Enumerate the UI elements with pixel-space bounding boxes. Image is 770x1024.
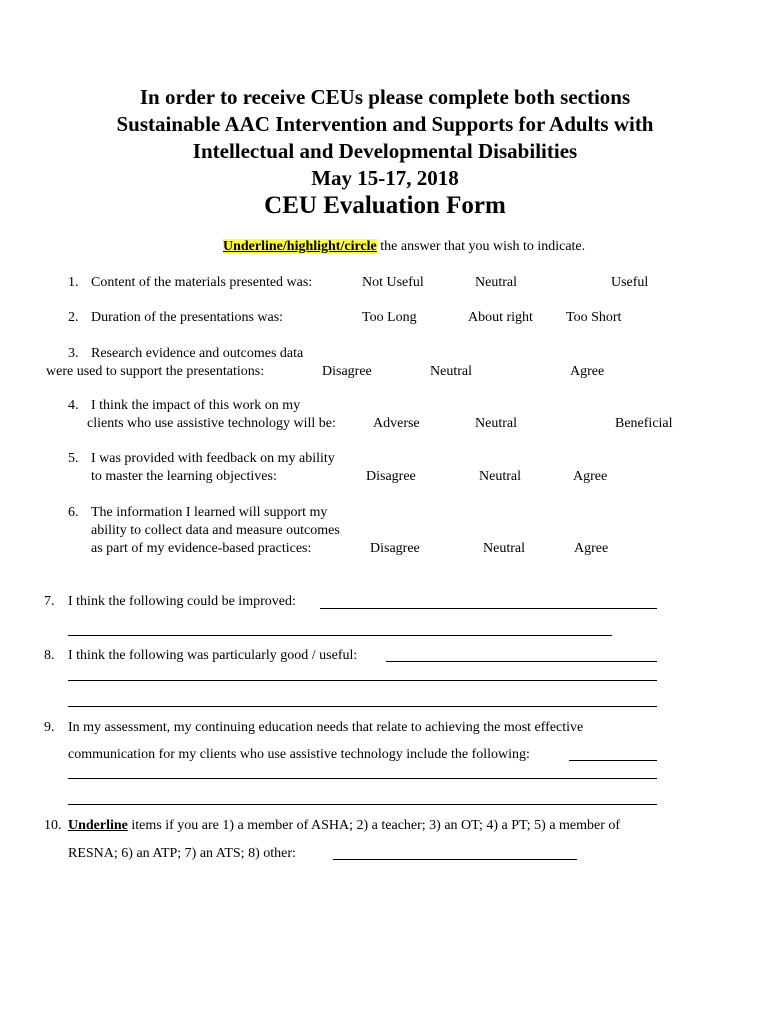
question-text-line-1: I was provided with feedback on my ability xyxy=(91,451,335,466)
question-text-line-2: clients who use assistive technology will be: xyxy=(87,416,336,431)
option-neutral[interactable]: Neutral xyxy=(475,275,517,290)
answer-line[interactable] xyxy=(569,760,657,761)
question-text-line-1: I think the impact of this work on my xyxy=(91,398,301,413)
header-line-3: Intellectual and Developmental Disabilities xyxy=(192,139,578,163)
answer-line[interactable] xyxy=(386,661,657,662)
question-text-line-1 xyxy=(68,818,620,834)
question-text: Duration of the presentations was: xyxy=(91,310,284,325)
option-disagree[interactable]: Disagree xyxy=(322,364,372,379)
answer-line[interactable] xyxy=(68,804,657,805)
question-text-line-1: The information I learned will support my xyxy=(91,505,328,520)
option-neutral[interactable]: Neutral xyxy=(430,364,472,379)
option-adverse[interactable]: Adverse xyxy=(373,416,420,431)
answer-line[interactable] xyxy=(68,778,657,779)
answer-line[interactable] xyxy=(68,680,657,681)
question-text: Content of the materials presented was: xyxy=(91,275,313,290)
header-line-2: Sustainable AAC Intervention and Supports for Adults with xyxy=(116,112,654,136)
answer-line[interactable] xyxy=(68,706,657,707)
question-number: 8. xyxy=(44,648,55,663)
question-text-line-3: as part of my evidence-based practices: xyxy=(91,541,312,556)
question-emphasis: Underline xyxy=(68,818,128,833)
option-agree[interactable]: Agree xyxy=(570,364,605,379)
form-title: CEU Evaluation Form xyxy=(264,192,506,219)
option-useful[interactable]: Useful xyxy=(611,275,649,290)
question-number: 7. xyxy=(44,594,55,609)
question-number: 4. xyxy=(68,398,79,413)
question-text-line-1: Research evidence and outcomes data xyxy=(91,346,304,361)
option-agree[interactable]: Agree xyxy=(574,541,609,556)
option-neutral[interactable]: Neutral xyxy=(475,416,517,431)
option-not-useful[interactable]: Not Useful xyxy=(362,275,424,290)
question-text: I think the following was particularly good / useful: xyxy=(68,648,358,663)
answer-line[interactable] xyxy=(333,859,577,860)
option-neutral[interactable]: Neutral xyxy=(483,541,525,556)
option-too-short[interactable]: Too Short xyxy=(566,310,622,325)
option-neutral[interactable]: Neutral xyxy=(479,469,521,484)
option-beneficial[interactable]: Beneficial xyxy=(615,416,673,431)
question-text-line-1: In my assessment, my continuing education needs that relate to achieving the most effective xyxy=(68,720,584,735)
option-agree[interactable]: Agree xyxy=(573,469,608,484)
question-number: 6. xyxy=(68,505,79,520)
header-date: May 15-17, 2018 xyxy=(311,166,459,190)
option-about-right[interactable]: About right xyxy=(468,310,533,325)
question-number: 3. xyxy=(68,346,79,361)
question-text-line-2: RESNA; 6) an ATP; 7) an ATS; 8) other: xyxy=(68,846,296,861)
question-number: 10. xyxy=(44,818,62,833)
question-text: items if you are 1) a member of ASHA; 2) a teacher; 3) an OT; 4) a PT; 5) a member of xyxy=(127,818,621,833)
instruction xyxy=(223,239,585,255)
question-number: 5. xyxy=(68,451,79,466)
question-text-line-2: were used to support the presentations: xyxy=(46,364,265,379)
instruction-emphasis: Underline/highlight/circle xyxy=(223,239,377,254)
question-text-line-2: to master the learning objectives: xyxy=(91,469,277,484)
instruction-text: the answer that you wish to indicate. xyxy=(376,239,586,254)
question-text-line-2: ability to collect data and measure outcomes xyxy=(91,523,340,538)
question-number: 1. xyxy=(68,275,79,290)
question-text-line-2: communication for my clients who use assistive technology include the following: xyxy=(68,747,530,762)
question-number: 2. xyxy=(68,310,79,325)
header-line-1: In order to receive CEUs please complete both sections xyxy=(139,85,631,109)
answer-line[interactable] xyxy=(320,608,657,609)
answer-line[interactable] xyxy=(68,635,612,636)
question-text: I think the following could be improved: xyxy=(68,594,296,609)
option-too-long[interactable]: Too Long xyxy=(362,310,417,325)
option-disagree[interactable]: Disagree xyxy=(366,469,416,484)
question-number: 9. xyxy=(44,720,55,735)
option-disagree[interactable]: Disagree xyxy=(370,541,420,556)
